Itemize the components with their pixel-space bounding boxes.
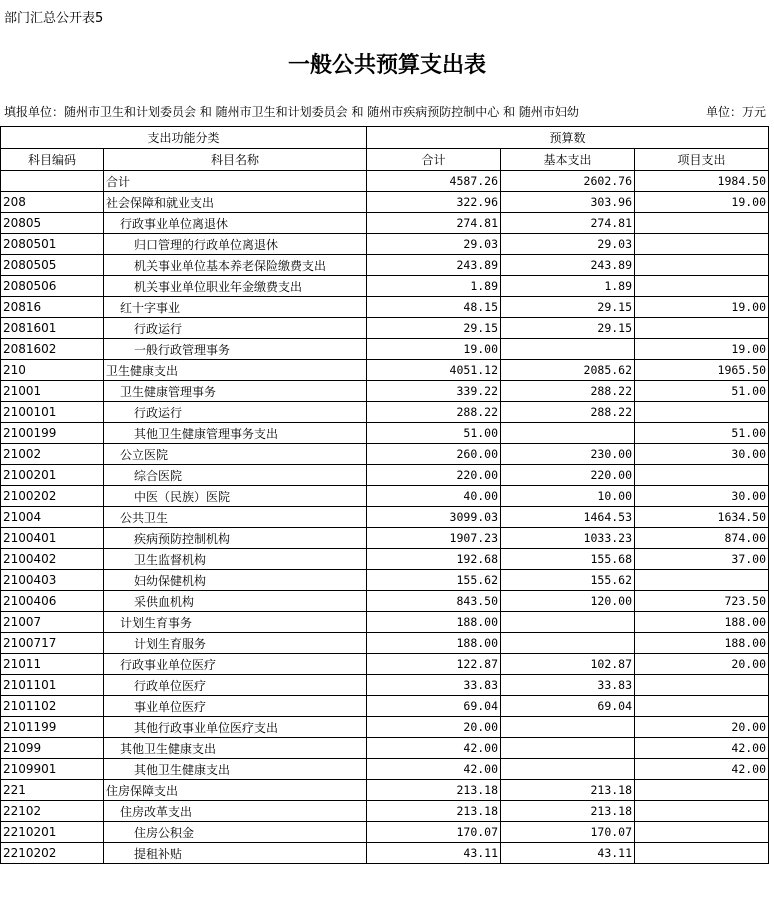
cell-code: 2081602: [1, 339, 104, 360]
cell-total: 43.11: [367, 843, 501, 864]
cell-project: [635, 822, 769, 843]
cell-name: 疾病预防控制机构: [104, 528, 367, 549]
cell-project: [635, 318, 769, 339]
cell-basic: 1.89: [501, 276, 635, 297]
table-row: [1, 360, 769, 381]
cell-basic: 243.89: [501, 255, 635, 276]
table-row: [1, 255, 769, 276]
cell-project: 30.00: [635, 486, 769, 507]
table-row: [1, 507, 769, 528]
cell-code: 2100403: [1, 570, 104, 591]
table-row: [1, 675, 769, 696]
cell-name: 红十字事业: [104, 297, 367, 318]
cell-project: 188.00: [635, 612, 769, 633]
cell-code: 2210202: [1, 843, 104, 864]
cell-name: 社会保障和就业支出: [104, 192, 367, 213]
cell-basic: 288.22: [501, 402, 635, 423]
cell-total: 274.81: [367, 213, 501, 234]
header-name: 科目名称: [104, 149, 367, 171]
cell-total: 4587.26: [367, 171, 501, 192]
cell-project: 20.00: [635, 654, 769, 675]
cell-basic: 274.81: [501, 213, 635, 234]
table-row: [1, 738, 769, 759]
table-row: [1, 528, 769, 549]
header-total: 合计: [367, 149, 501, 171]
cell-project: 19.00: [635, 192, 769, 213]
cell-basic: 69.04: [501, 696, 635, 717]
budget-table: [0, 126, 769, 864]
page-title: 一般公共预算支出表: [287, 52, 486, 78]
table-row: [1, 486, 769, 507]
cell-total: 51.00: [367, 423, 501, 444]
table-row: [1, 717, 769, 738]
cell-total: 155.62: [367, 570, 501, 591]
cell-name: 其他卫生健康支出: [104, 738, 367, 759]
table-row: [1, 213, 769, 234]
cell-basic: [501, 633, 635, 654]
cell-name: 公共卫生: [104, 507, 367, 528]
cell-name: 其他行政事业单位医疗支出: [104, 717, 367, 738]
cell-total: 188.00: [367, 633, 501, 654]
table-row: [1, 759, 769, 780]
table-row: [1, 780, 769, 801]
cell-name: 计划生育服务: [104, 633, 367, 654]
table-body: [1, 171, 769, 864]
cell-code: 21001: [1, 381, 104, 402]
cell-project: [635, 780, 769, 801]
cell-code: 2080505: [1, 255, 104, 276]
cell-basic: 120.00: [501, 591, 635, 612]
header-basic: 基本支出: [501, 149, 635, 171]
cell-code: 21099: [1, 738, 104, 759]
cell-code: 2101199: [1, 717, 104, 738]
cell-code: 20805: [1, 213, 104, 234]
cell-name: 机关事业单位基本养老保险缴费支出: [104, 255, 367, 276]
cell-basic: 220.00: [501, 465, 635, 486]
table-row: [1, 234, 769, 255]
cell-total: 1907.23: [367, 528, 501, 549]
cell-basic: 2602.76: [501, 171, 635, 192]
cell-name: 公立医院: [104, 444, 367, 465]
cell-name: 行政事业单位医疗: [104, 654, 367, 675]
cell-name: 卫生健康管理事务: [104, 381, 367, 402]
cell-total: 213.18: [367, 780, 501, 801]
cell-basic: [501, 612, 635, 633]
cell-basic: 33.83: [501, 675, 635, 696]
table-row: [1, 822, 769, 843]
cell-total: 48.15: [367, 297, 501, 318]
cell-name: 归口管理的行政单位离退休: [104, 234, 367, 255]
cell-code: 2100101: [1, 402, 104, 423]
cell-code: [1, 171, 104, 192]
table-row: [1, 381, 769, 402]
cell-basic: 303.96: [501, 192, 635, 213]
cell-code: 21011: [1, 654, 104, 675]
cell-code: 2100199: [1, 423, 104, 444]
cell-basic: 2085.62: [501, 360, 635, 381]
cell-project: 723.50: [635, 591, 769, 612]
cell-total: 19.00: [367, 339, 501, 360]
cell-code: 2100202: [1, 486, 104, 507]
cell-name: 提租补贴: [104, 843, 367, 864]
cell-total: 20.00: [367, 717, 501, 738]
cell-code: 2100402: [1, 549, 104, 570]
cell-code: 21004: [1, 507, 104, 528]
cell-basic: 43.11: [501, 843, 635, 864]
header-project: 项目支出: [635, 149, 769, 171]
cell-name: 其他卫生健康管理事务支出: [104, 423, 367, 444]
cell-total: 33.83: [367, 675, 501, 696]
cell-project: 19.00: [635, 297, 769, 318]
cell-name: 事业单位医疗: [104, 696, 367, 717]
cell-name: 其他卫生健康支出: [104, 759, 367, 780]
cell-code: 208: [1, 192, 104, 213]
cell-basic: [501, 339, 635, 360]
cell-code: 2080501: [1, 234, 104, 255]
cell-name: 合计: [104, 171, 367, 192]
cell-name: 行政单位医疗: [104, 675, 367, 696]
cell-project: 1965.50: [635, 360, 769, 381]
cell-project: 30.00: [635, 444, 769, 465]
cell-basic: 230.00: [501, 444, 635, 465]
cell-code: 21007: [1, 612, 104, 633]
table-row: [1, 171, 769, 192]
cell-total: 40.00: [367, 486, 501, 507]
cell-project: 42.00: [635, 759, 769, 780]
cell-total: 213.18: [367, 801, 501, 822]
cell-basic: [501, 423, 635, 444]
cell-total: 69.04: [367, 696, 501, 717]
table-row: [1, 549, 769, 570]
cell-name: 一般行政管理事务: [104, 339, 367, 360]
table-row: [1, 591, 769, 612]
header-function-class: 支出功能分类: [1, 127, 367, 149]
cell-total: 42.00: [367, 759, 501, 780]
cell-name: 住房改革支出: [104, 801, 367, 822]
cell-project: [635, 213, 769, 234]
cell-name: 计划生育事务: [104, 612, 367, 633]
cell-basic: 170.07: [501, 822, 635, 843]
table-row: [1, 339, 769, 360]
cell-project: 1984.50: [635, 171, 769, 192]
cell-code: 2210201: [1, 822, 104, 843]
cell-basic: 1464.53: [501, 507, 635, 528]
cell-total: 122.87: [367, 654, 501, 675]
cell-project: [635, 570, 769, 591]
cell-name: 行政事业单位离退休: [104, 213, 367, 234]
cell-project: [635, 675, 769, 696]
cell-name: 卫生监督机构: [104, 549, 367, 570]
cell-name: 机关事业单位职业年金缴费支出: [104, 276, 367, 297]
cell-project: [635, 402, 769, 423]
cell-code: 2101101: [1, 675, 104, 696]
cell-name: 行政运行: [104, 402, 367, 423]
cell-project: [635, 696, 769, 717]
cell-total: 29.03: [367, 234, 501, 255]
table-row: [1, 192, 769, 213]
cell-code: 2109901: [1, 759, 104, 780]
cell-total: 220.00: [367, 465, 501, 486]
cell-code: 2100406: [1, 591, 104, 612]
cell-total: 288.22: [367, 402, 501, 423]
fill-unit: 填报单位：随州市卫生和计划委员会 和 随州市卫生和计划委员会 和 随州市疾病预防控制中心 和 随州市妇幼: [4, 105, 579, 119]
cell-project: [635, 465, 769, 486]
cell-basic: [501, 717, 635, 738]
table-row: [1, 654, 769, 675]
cell-basic: 29.03: [501, 234, 635, 255]
cell-project: 874.00: [635, 528, 769, 549]
cell-code: 2100401: [1, 528, 104, 549]
cell-project: [635, 843, 769, 864]
cell-name: 住房保障支出: [104, 780, 367, 801]
header-code: 科目编码: [1, 149, 104, 171]
table-row: [1, 612, 769, 633]
table-row: [1, 318, 769, 339]
cell-basic: 213.18: [501, 801, 635, 822]
cell-total: 339.22: [367, 381, 501, 402]
cell-code: 20816: [1, 297, 104, 318]
table-row: [1, 570, 769, 591]
cell-project: 51.00: [635, 381, 769, 402]
table-row: [1, 843, 769, 864]
cell-total: 322.96: [367, 192, 501, 213]
cell-code: 22102: [1, 801, 104, 822]
cell-total: 170.07: [367, 822, 501, 843]
cell-total: 260.00: [367, 444, 501, 465]
cell-project: [635, 276, 769, 297]
table-row: [1, 633, 769, 654]
cell-code: 2101102: [1, 696, 104, 717]
cell-total: 1.89: [367, 276, 501, 297]
cell-total: 192.68: [367, 549, 501, 570]
cell-basic: 102.87: [501, 654, 635, 675]
table-row: [1, 801, 769, 822]
cell-basic: 1033.23: [501, 528, 635, 549]
unit-label: 单位：万元: [706, 105, 767, 119]
cell-project: 51.00: [635, 423, 769, 444]
sheet-tag: 部门汇总公开表5: [4, 11, 104, 26]
cell-total: 4051.12: [367, 360, 501, 381]
cell-code: 221: [1, 780, 104, 801]
cell-code: 2080506: [1, 276, 104, 297]
cell-total: 188.00: [367, 612, 501, 633]
cell-code: 21002: [1, 444, 104, 465]
cell-name: 卫生健康支出: [104, 360, 367, 381]
cell-project: 20.00: [635, 717, 769, 738]
cell-basic: 29.15: [501, 318, 635, 339]
cell-project: 42.00: [635, 738, 769, 759]
cell-name: 住房公积金: [104, 822, 367, 843]
cell-basic: 213.18: [501, 780, 635, 801]
cell-basic: 29.15: [501, 297, 635, 318]
cell-project: [635, 255, 769, 276]
cell-basic: 155.62: [501, 570, 635, 591]
table-row: [1, 465, 769, 486]
header-budget: 预算数: [367, 127, 769, 149]
cell-name: 综合医院: [104, 465, 367, 486]
table-row: [1, 297, 769, 318]
cell-code: 2100717: [1, 633, 104, 654]
cell-basic: [501, 738, 635, 759]
table-row: [1, 276, 769, 297]
cell-total: 243.89: [367, 255, 501, 276]
cell-code: 210: [1, 360, 104, 381]
cell-basic: [501, 759, 635, 780]
table-row: [1, 444, 769, 465]
cell-name: 妇幼保健机构: [104, 570, 367, 591]
cell-project: 188.00: [635, 633, 769, 654]
cell-project: 19.00: [635, 339, 769, 360]
cell-basic: 10.00: [501, 486, 635, 507]
cell-project: 37.00: [635, 549, 769, 570]
table-row: [1, 696, 769, 717]
table-row: [1, 423, 769, 444]
cell-name: 行政运行: [104, 318, 367, 339]
cell-project: [635, 234, 769, 255]
cell-name: 采供血机构: [104, 591, 367, 612]
cell-total: 29.15: [367, 318, 501, 339]
cell-name: 中医（民族）医院: [104, 486, 367, 507]
cell-total: 42.00: [367, 738, 501, 759]
cell-code: 2081601: [1, 318, 104, 339]
cell-code: 2100201: [1, 465, 104, 486]
cell-basic: 288.22: [501, 381, 635, 402]
cell-project: 1634.50: [635, 507, 769, 528]
cell-basic: 155.68: [501, 549, 635, 570]
cell-total: 843.50: [367, 591, 501, 612]
table-row: [1, 402, 769, 423]
cell-project: [635, 801, 769, 822]
cell-total: 3099.03: [367, 507, 501, 528]
